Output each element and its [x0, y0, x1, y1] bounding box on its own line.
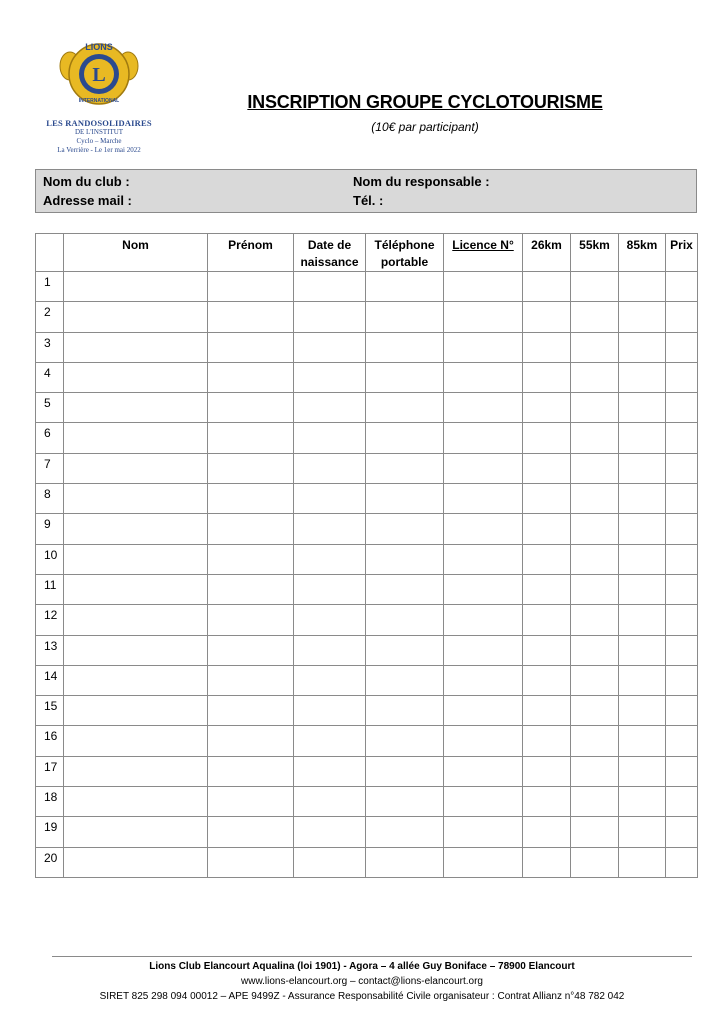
cell-85km[interactable] — [619, 514, 666, 544]
table-row — [36, 665, 698, 695]
table-row — [36, 514, 698, 544]
lions-emblem-icon — [59, 34, 139, 112]
row-number: 4 — [36, 362, 64, 392]
cell-85km[interactable] — [619, 484, 666, 514]
cell-85km[interactable] — [619, 665, 666, 695]
cell-prenom[interactable] — [208, 332, 294, 362]
cell-prix[interactable] — [666, 514, 698, 544]
cell-licence[interactable] — [444, 696, 523, 726]
cell-26km[interactable] — [523, 423, 571, 453]
cell-telephone[interactable] — [366, 484, 444, 514]
cell-85km[interactable] — [619, 544, 666, 574]
cell-licence[interactable] — [444, 484, 523, 514]
cell-nom[interactable] — [64, 362, 208, 392]
cell-55km[interactable] — [571, 393, 619, 423]
cell-55km[interactable] — [571, 665, 619, 695]
header-55km: 55km — [571, 234, 619, 272]
cell-85km[interactable] — [619, 817, 666, 847]
row-number: 14 — [36, 665, 64, 695]
org-name: LES RANDOSOLIDAIRES — [46, 118, 152, 128]
cell-date-naissance[interactable] — [294, 696, 366, 726]
org-line4: La Verrière - Le 1er mai 2022 — [57, 146, 141, 154]
cell-nom[interactable] — [64, 484, 208, 514]
cell-prix[interactable] — [666, 453, 698, 483]
row-number: 12 — [36, 605, 64, 635]
cell-licence[interactable] — [444, 362, 523, 392]
cell-telephone[interactable] — [366, 453, 444, 483]
cell-date-naissance[interactable] — [294, 544, 366, 574]
cell-prix[interactable] — [666, 726, 698, 756]
cell-licence[interactable] — [444, 453, 523, 483]
cell-nom[interactable] — [64, 635, 208, 665]
cell-26km[interactable] — [523, 847, 571, 877]
cell-85km[interactable] — [619, 696, 666, 726]
cell-nom[interactable] — [64, 514, 208, 544]
cell-licence[interactable] — [444, 544, 523, 574]
cell-26km[interactable] — [523, 514, 571, 544]
cell-85km[interactable] — [619, 847, 666, 877]
cell-prix[interactable] — [666, 332, 698, 362]
cell-85km[interactable] — [619, 453, 666, 483]
cell-85km[interactable] — [619, 635, 666, 665]
cell-26km[interactable] — [523, 635, 571, 665]
cell-telephone[interactable] — [366, 787, 444, 817]
club-name-label: Nom du club : — [43, 174, 130, 189]
cell-prenom[interactable] — [208, 272, 294, 302]
cell-nom[interactable] — [64, 847, 208, 877]
cell-date-naissance[interactable] — [294, 726, 366, 756]
tel-label: Tél. : — [353, 193, 384, 208]
header-date-line1: Date de — [307, 238, 352, 252]
cell-nom[interactable] — [64, 696, 208, 726]
page-subtitle: (10€ par participant) — [371, 120, 479, 134]
cell-telephone[interactable] — [366, 847, 444, 877]
cell-26km[interactable] — [523, 787, 571, 817]
cell-55km[interactable] — [571, 847, 619, 877]
table-row — [36, 696, 698, 726]
cell-26km[interactable] — [523, 362, 571, 392]
row-number: 6 — [36, 423, 64, 453]
row-number: 17 — [36, 756, 64, 786]
cell-licence[interactable] — [444, 605, 523, 635]
row-number: 13 — [36, 635, 64, 665]
footer-address: Lions Club Elancourt Aqualina (loi 1901) - Agora – 4 allée Guy Boniface – 78900 Elancourt — [149, 961, 575, 972]
cell-telephone[interactable] — [366, 605, 444, 635]
cell-licence[interactable] — [444, 302, 523, 332]
cell-85km[interactable] — [619, 756, 666, 786]
cell-55km[interactable] — [571, 544, 619, 574]
cell-licence[interactable] — [444, 423, 523, 453]
table-row — [36, 362, 698, 392]
cell-prix[interactable] — [666, 605, 698, 635]
cell-telephone[interactable] — [366, 332, 444, 362]
cell-prenom[interactable] — [208, 544, 294, 574]
responsable-label: Nom du responsable : — [353, 174, 490, 189]
header-date-line2: naissance — [300, 255, 359, 269]
cell-26km[interactable] — [523, 484, 571, 514]
cell-prenom[interactable] — [208, 484, 294, 514]
header-telephone — [366, 234, 444, 272]
cell-date-naissance[interactable] — [294, 635, 366, 665]
table-row — [36, 756, 698, 786]
table-row — [36, 332, 698, 362]
cell-date-naissance[interactable] — [294, 423, 366, 453]
cell-licence[interactable] — [444, 726, 523, 756]
cell-date-naissance[interactable] — [294, 665, 366, 695]
cell-prenom[interactable] — [208, 453, 294, 483]
cell-telephone[interactable] — [366, 635, 444, 665]
cell-prenom[interactable] — [208, 514, 294, 544]
cell-55km[interactable] — [571, 453, 619, 483]
cell-telephone[interactable] — [366, 817, 444, 847]
row-number: 10 — [36, 544, 64, 574]
cell-85km[interactable] — [619, 423, 666, 453]
cell-85km[interactable] — [619, 574, 666, 604]
cell-prix[interactable] — [666, 787, 698, 817]
row-number: 11 — [36, 574, 64, 604]
cell-prix[interactable] — [666, 544, 698, 574]
cell-date-naissance[interactable] — [294, 756, 366, 786]
header-tel-line2: portable — [380, 255, 429, 269]
cell-prix[interactable] — [666, 635, 698, 665]
cell-telephone[interactable] — [366, 726, 444, 756]
cell-nom[interactable] — [64, 272, 208, 302]
cell-nom[interactable] — [64, 393, 208, 423]
cell-55km[interactable] — [571, 696, 619, 726]
row-number: 16 — [36, 726, 64, 756]
footer-legal: SIRET 825 298 094 00012 – APE 9499Z - Assurance Responsabilité Civile organisateur : Contrat Allianz n°48 782 042 — [99, 991, 625, 1002]
cell-prix[interactable] — [666, 362, 698, 392]
cell-date-naissance[interactable] — [294, 302, 366, 332]
cell-prenom[interactable] — [208, 787, 294, 817]
cell-prenom[interactable] — [208, 302, 294, 332]
cell-26km[interactable] — [523, 665, 571, 695]
row-number: 15 — [36, 696, 64, 726]
cell-prix[interactable] — [666, 756, 698, 786]
cell-85km[interactable] — [619, 272, 666, 302]
table-row — [36, 605, 698, 635]
cell-licence[interactable] — [444, 635, 523, 665]
cell-prenom[interactable] — [208, 665, 294, 695]
cell-55km[interactable] — [571, 272, 619, 302]
cell-prix[interactable] — [666, 696, 698, 726]
cell-85km[interactable] — [619, 362, 666, 392]
cell-nom[interactable] — [64, 453, 208, 483]
cell-26km[interactable] — [523, 605, 571, 635]
cell-prenom[interactable] — [208, 574, 294, 604]
cell-licence[interactable] — [444, 817, 523, 847]
cell-date-naissance[interactable] — [294, 847, 366, 877]
cell-nom[interactable] — [64, 332, 208, 362]
cell-prenom[interactable] — [208, 605, 294, 635]
cell-licence[interactable] — [444, 756, 523, 786]
cell-26km[interactable] — [523, 726, 571, 756]
cell-telephone[interactable] — [366, 696, 444, 726]
cell-55km[interactable] — [571, 484, 619, 514]
cell-date-naissance[interactable] — [294, 332, 366, 362]
cell-nom[interactable] — [64, 574, 208, 604]
cell-85km[interactable] — [619, 332, 666, 362]
cell-26km[interactable] — [523, 453, 571, 483]
header-date-naissance — [294, 234, 366, 272]
cell-prenom[interactable] — [208, 847, 294, 877]
cell-telephone[interactable] — [366, 574, 444, 604]
emblem-text-top: LIONS — [85, 42, 113, 52]
cell-prix[interactable] — [666, 302, 698, 332]
cell-licence[interactable] — [444, 332, 523, 362]
org-line2: DE L'INSTITUT — [74, 128, 124, 136]
cell-nom[interactable] — [64, 605, 208, 635]
table-row — [36, 847, 698, 877]
footer-divider — [52, 956, 692, 957]
table-row — [36, 272, 698, 302]
cell-26km[interactable] — [523, 332, 571, 362]
cell-prenom[interactable] — [208, 362, 294, 392]
emblem-text-bottom: INTERNATIONAL — [78, 98, 120, 104]
table-row — [36, 453, 698, 483]
cell-prenom[interactable] — [208, 635, 294, 665]
cell-26km[interactable] — [523, 393, 571, 423]
row-number: 18 — [36, 787, 64, 817]
cell-nom[interactable] — [64, 665, 208, 695]
row-number: 19 — [36, 817, 64, 847]
cell-26km[interactable] — [523, 574, 571, 604]
cell-55km[interactable] — [571, 362, 619, 392]
cell-licence[interactable] — [444, 787, 523, 817]
org-line3: Cyclo – Marche — [76, 137, 122, 145]
cell-telephone[interactable] — [366, 393, 444, 423]
cell-telephone[interactable] — [366, 272, 444, 302]
header-85km: 85km — [619, 234, 666, 272]
cell-prix[interactable] — [666, 574, 698, 604]
cell-date-naissance[interactable] — [294, 272, 366, 302]
cell-telephone[interactable] — [366, 362, 444, 392]
cell-date-naissance[interactable] — [294, 787, 366, 817]
cell-date-naissance[interactable] — [294, 453, 366, 483]
cell-55km[interactable] — [571, 332, 619, 362]
cell-prenom[interactable] — [208, 696, 294, 726]
cell-date-naissance[interactable] — [294, 817, 366, 847]
page-title: INSCRIPTION GROUPE CYCLOTOURISME — [247, 92, 603, 112]
table-row — [36, 302, 698, 332]
table-header-row — [36, 234, 698, 272]
footer-contact: www.lions-elancourt.org – contact@lions-elancourt.org — [241, 976, 483, 987]
cell-date-naissance[interactable] — [294, 514, 366, 544]
cell-prix[interactable] — [666, 665, 698, 695]
cell-nom[interactable] — [64, 544, 208, 574]
row-number: 3 — [36, 332, 64, 362]
header-licence — [444, 234, 523, 272]
cell-prix[interactable] — [666, 423, 698, 453]
header-prix: Prix — [666, 234, 698, 272]
cell-55km[interactable] — [571, 756, 619, 786]
cell-85km[interactable] — [619, 393, 666, 423]
cell-date-naissance[interactable] — [294, 393, 366, 423]
table-row — [36, 393, 698, 423]
cell-55km[interactable] — [571, 514, 619, 544]
row-number: 5 — [36, 393, 64, 423]
cell-licence[interactable] — [444, 665, 523, 695]
cell-55km[interactable] — [571, 817, 619, 847]
cell-55km[interactable] — [571, 787, 619, 817]
cell-telephone[interactable] — [366, 756, 444, 786]
cell-55km[interactable] — [571, 574, 619, 604]
cell-telephone[interactable] — [366, 514, 444, 544]
cell-prix[interactable] — [666, 817, 698, 847]
table-row — [36, 635, 698, 665]
header-index — [36, 234, 64, 272]
table-row — [36, 787, 698, 817]
logo-block — [40, 34, 158, 155]
cell-26km[interactable] — [523, 544, 571, 574]
email-label: Adresse mail : — [43, 193, 132, 208]
cell-85km[interactable] — [619, 302, 666, 332]
cell-55km[interactable] — [571, 635, 619, 665]
cell-licence[interactable] — [444, 574, 523, 604]
emblem-letter: L — [92, 64, 106, 86]
cell-date-naissance[interactable] — [294, 362, 366, 392]
cell-26km[interactable] — [523, 756, 571, 786]
cell-telephone[interactable] — [366, 423, 444, 453]
table-row — [36, 574, 698, 604]
cell-55km[interactable] — [571, 302, 619, 332]
header-26km: 26km — [523, 234, 571, 272]
cell-55km[interactable] — [571, 423, 619, 453]
cell-date-naissance[interactable] — [294, 484, 366, 514]
cell-licence[interactable] — [444, 514, 523, 544]
header-licence-text: Licence N° — [452, 238, 514, 252]
cell-prix[interactable] — [666, 272, 698, 302]
cell-licence[interactable] — [444, 847, 523, 877]
cell-prenom[interactable] — [208, 756, 294, 786]
club-info-box — [35, 169, 697, 213]
cell-prenom[interactable] — [208, 817, 294, 847]
cell-nom[interactable] — [64, 817, 208, 847]
table-row — [36, 423, 698, 453]
cell-prenom[interactable] — [208, 423, 294, 453]
cell-26km[interactable] — [523, 302, 571, 332]
row-number: 7 — [36, 453, 64, 483]
cell-85km[interactable] — [619, 787, 666, 817]
cell-telephone[interactable] — [366, 544, 444, 574]
cell-nom[interactable] — [64, 423, 208, 453]
cell-85km[interactable] — [619, 605, 666, 635]
table-row — [36, 484, 698, 514]
header-tel-line1: Téléphone — [374, 238, 435, 252]
cell-55km[interactable] — [571, 605, 619, 635]
cell-nom[interactable] — [64, 787, 208, 817]
cell-telephone[interactable] — [366, 665, 444, 695]
cell-licence[interactable] — [444, 272, 523, 302]
cell-85km[interactable] — [619, 726, 666, 756]
cell-prix[interactable] — [666, 847, 698, 877]
cell-prix[interactable] — [666, 484, 698, 514]
cell-nom[interactable] — [64, 726, 208, 756]
cell-26km[interactable] — [523, 272, 571, 302]
row-number: 20 — [36, 847, 64, 877]
cell-nom[interactable] — [64, 302, 208, 332]
table-row — [36, 544, 698, 574]
cell-26km[interactable] — [523, 696, 571, 726]
cell-prenom[interactable] — [208, 393, 294, 423]
registration-table — [35, 233, 698, 878]
cell-prenom[interactable] — [208, 726, 294, 756]
header-nom: Nom — [64, 234, 208, 272]
cell-date-naissance[interactable] — [294, 605, 366, 635]
cell-date-naissance[interactable] — [294, 574, 366, 604]
table-row — [36, 726, 698, 756]
cell-telephone[interactable] — [366, 302, 444, 332]
cell-55km[interactable] — [571, 726, 619, 756]
row-number: 9 — [36, 514, 64, 544]
cell-prix[interactable] — [666, 393, 698, 423]
cell-26km[interactable] — [523, 817, 571, 847]
cell-licence[interactable] — [444, 393, 523, 423]
row-number: 1 — [36, 272, 64, 302]
header-prenom: Prénom — [208, 234, 294, 272]
row-number: 2 — [36, 302, 64, 332]
table-row — [36, 817, 698, 847]
cell-nom[interactable] — [64, 756, 208, 786]
row-number: 8 — [36, 484, 64, 514]
